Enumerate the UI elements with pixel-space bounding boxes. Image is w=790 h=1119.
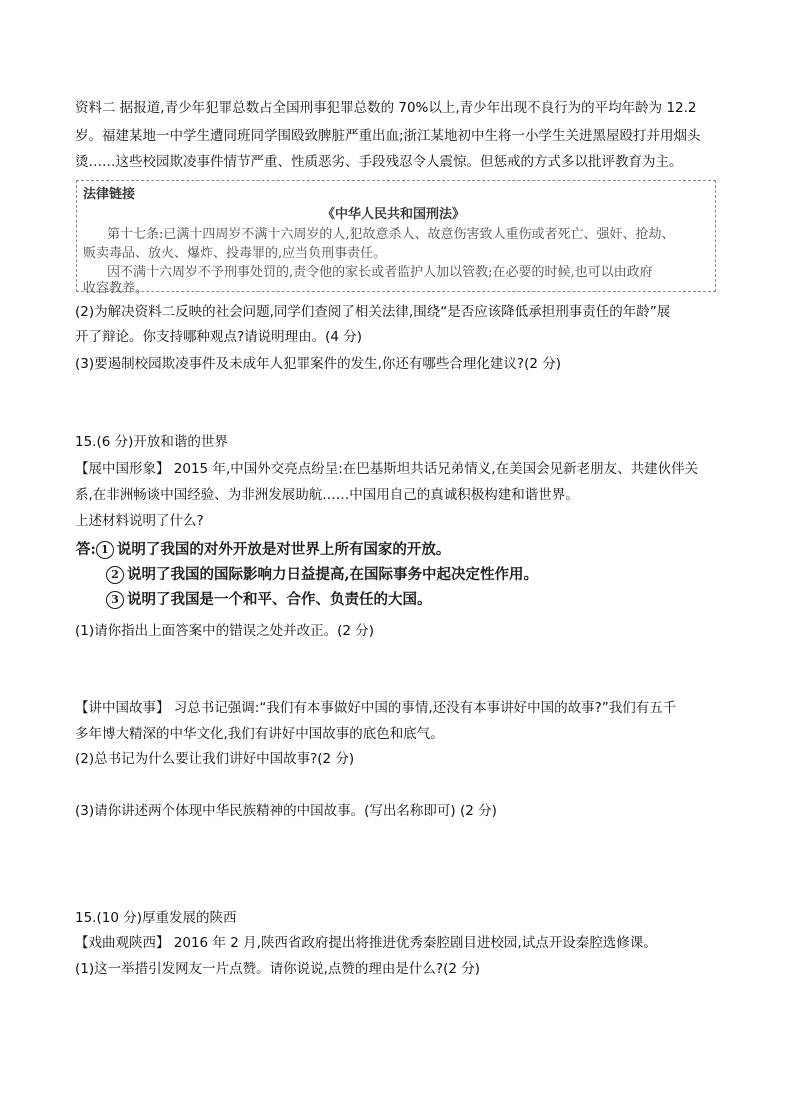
answer-number-2: 2 [106,566,124,584]
section-15a-question-1: (1)请你指出上面答案中的错误之处并改正。(2 分) [75,623,375,639]
answer-number-1: 1 [96,541,114,559]
question-2-line-1: (2)为解决资料二反映的社会问题,同学们查阅了相关法律,围绕“是否应该降低承担刑事责任的年龄”展 [75,304,671,320]
answer-row-2 [106,563,538,584]
story-line-2: 多年博大精深的中华文化,我们有讲好中国故事的底色和底气。 [75,726,444,742]
answer-number-3: 3 [106,591,124,609]
china-image-line-2: 系,在非洲畅谈中国经验、为非洲发展助航……中国用自己的真诚积极构建和谐世界。 [75,487,579,503]
answer-row-3 [106,588,432,609]
law-line-4: 收容教养。 [83,281,149,296]
material2-line-3: 烫……这些校园欺凌事件情节严重、性质恶劣、手段残忍令人震惊。但惩戒的方式多以批评教育为主。 [75,154,683,170]
section-15b-title: 15.(10 分)厚重发展的陕西 [75,910,237,926]
question-2-line-2: 开了辩论。你支持哪种观点?请说明理由。(4 分) [75,329,363,345]
material-prompt: 上述材料说明了什么? [75,513,204,529]
law-line-1: 第十七条:已满十四周岁不满十六周岁的人,犯故意杀人、故意伤害致人重伤或者死亡、强奸、抢劫、 [107,227,675,242]
law-link-box [76,180,716,296]
answer-text-2: 说明了我国的国际影响力日益提高,在国际事务中起决定性作用。 [127,566,539,583]
opera-line: 【戏曲观陕西】 2016 年 2 月,陕西省政府提出将推进优秀秦腔剧目进校园,试点开设秦腔选修课。 [75,935,657,951]
law-link-heading: 法律链接 [83,187,136,202]
material2-line-1: 资料二 据报道,青少年犯罪总数占全国刑事犯罪总数的 70%以上,青少年出现不良行为的平均年龄为 12.2 [75,100,697,116]
question-3: (3)要遏制校园欺凌事件及未成年人犯罪案件的发生,你还有哪些合理化建议?(2 分) [75,356,561,372]
section-15a-question-3: (3)请你讲述两个体现中华民族精神的中国故事。(写出名称即可) (2 分) [75,803,497,819]
material2-line-2: 岁。福建某地一中学生遭同班同学围殴致脾脏严重出血;浙江某地初中生将一小学生关进黑屋殴打并用烟头 [75,128,701,144]
answer-row-1 [76,538,450,559]
china-image-line-1: 【展中国形象】 2015 年,中国外交亮点纷呈:在巴基斯坦共话兄弟情义,在美国会见新老朋友、共建伙伴关 [75,461,699,477]
law-title: 《中华人民共和国刑法》 [322,207,466,222]
answer-text-3: 说明了我国是一个和平、合作、负责任的大国。 [127,591,432,608]
story-line-1: 【讲中国故事】 习总书记强调:“我们有本事做好中国的事情,还没有本事讲好中国的故事?”我们有五千 [75,700,677,716]
law-line-2: 贩卖毒品、放火、爆炸、投毒罪的,应当负刑事责任。 [83,246,387,261]
section-15a-title: 15.(6 分)开放和谐的世界 [75,434,228,450]
section-15b-question-1: (1)这一举措引发网友一片点赞。请你说说,点赞的理由是什么?(2 分) [75,961,480,977]
answer-text-1: 说明了我国的对外开放是对世界上所有国家的开放。 [116,541,451,558]
section-15a-question-2: (2)总书记为什么要让我们讲好中国故事?(2 分) [75,751,355,767]
law-line-3: 因不满十六周岁不予刑事处罚的,责令他的家长或者监护人加以管教;在必要的时候,也可以由政府 [107,265,653,280]
answer-label: 答: [76,541,96,558]
